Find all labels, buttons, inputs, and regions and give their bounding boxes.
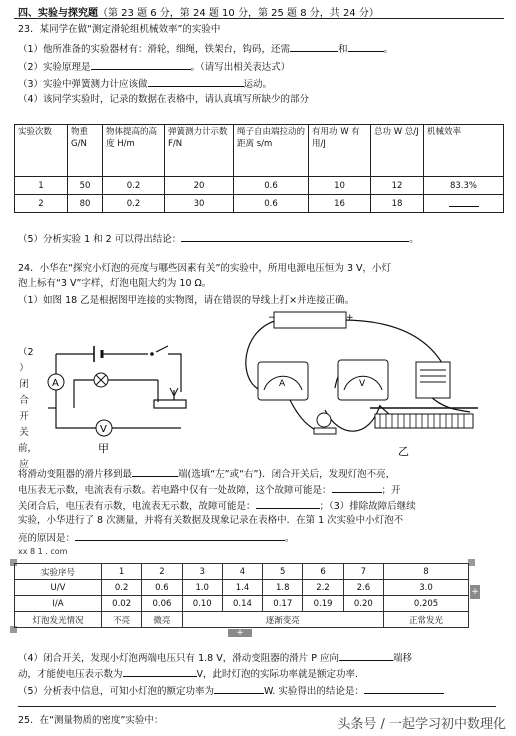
t1-efficiency-blank[interactable] bbox=[449, 196, 479, 207]
q24-vertical-text: （2 ）闭 合 开 关 前， 应 bbox=[18, 347, 38, 470]
q24-line-11: （5）分析表中信息，可知小灯泡的额定功率为 W. 实验得出的结论是： bbox=[18, 683, 444, 698]
q23-blank-4[interactable] bbox=[148, 76, 244, 87]
q24-line-10: 动，才能使电压表示数为 V，此时灯泡的实际功率就是额定功率. bbox=[18, 666, 358, 681]
q23-part1: （1）他所准备的实验器材有：滑轮，细绳，铁架台，钩码，还需 和 。 bbox=[18, 41, 393, 56]
add-column-handle[interactable]: + bbox=[471, 587, 479, 597]
q24-blank-8[interactable] bbox=[364, 683, 444, 694]
q24-blank-4[interactable] bbox=[75, 530, 285, 541]
q23-stem: 23．某同学在做“测定滑轮组机械效率”的实验中 bbox=[18, 24, 221, 35]
t1-header-cell: 实验次数 bbox=[15, 125, 68, 177]
q24-blank-6[interactable] bbox=[123, 666, 197, 677]
q24-blank-7[interactable] bbox=[214, 683, 264, 694]
table-row: 1 50 0.2 20 0.6 10 12 83.3% bbox=[15, 177, 504, 195]
q23-part2: （2）实验原理是 。（请写出相关表达式） bbox=[18, 59, 290, 74]
table-row: 2 80 0.2 30 0.6 16 18 bbox=[15, 195, 504, 213]
q23-blank-5[interactable] bbox=[181, 231, 409, 242]
q23-part4: （4）该同学实验时，记录的数据在表格中，请认真填写所缺少的部分 bbox=[18, 94, 310, 105]
q25-stem: 25．在“测量物质的密度”实验中： bbox=[18, 715, 164, 726]
t1-header-cell: 总功 W 总/J bbox=[371, 125, 424, 177]
q24-blank-1[interactable] bbox=[132, 466, 178, 477]
q24-line-9: （4）闭合开关，发现小灯泡两端电压只有 1.8 V，滑动变阻器的滑片 P 应向 端移 bbox=[18, 650, 412, 665]
battery-box bbox=[274, 312, 346, 328]
svg-text:+: + bbox=[346, 313, 354, 323]
q24-blank-2[interactable] bbox=[332, 482, 382, 493]
q24-blank-3[interactable] bbox=[256, 498, 320, 509]
q24-blank-5[interactable] bbox=[339, 650, 393, 661]
site-mark: xx 8 1 . com bbox=[18, 547, 68, 556]
table-row: U/V 0.2 0.6 1.0 1.4 1.8 2.2 2.6 3.0 bbox=[15, 580, 469, 596]
add-row-handle[interactable]: + bbox=[228, 629, 252, 637]
section-title: 四、实验与探究题 bbox=[18, 8, 98, 19]
table-row: 实验序号 1 2 3 4 5 6 7 8 bbox=[15, 564, 469, 580]
table-row: 灯泡发光情况 不亮 微亮 逐渐变亮 正常发光 bbox=[15, 612, 469, 628]
t1-header-cell: 物重 G/N bbox=[68, 125, 103, 177]
q23-blank-1[interactable] bbox=[290, 41, 338, 52]
svg-text:A: A bbox=[52, 378, 59, 389]
circuit-diagram-yi bbox=[230, 310, 490, 458]
q24-line-6: 关闭合后，电压表有示数，电流表无示数，故障可能是： ；（3）排除故障后继续 bbox=[18, 498, 416, 513]
switch-device bbox=[416, 362, 450, 398]
switch-pivot bbox=[150, 352, 154, 356]
svg-text:V: V bbox=[100, 424, 107, 435]
label-jia: 甲 bbox=[98, 442, 109, 455]
q24-line-3: （1）如图 18 乙是根据图甲连接的实物图，请在错误的导线上打×并连接正确。 bbox=[18, 295, 355, 306]
t1-header-cell: 弹簧测力计示数 F/N bbox=[165, 125, 234, 177]
resize-handle-tr[interactable] bbox=[468, 559, 475, 566]
bulb-device bbox=[317, 413, 331, 427]
svg-text:A: A bbox=[279, 379, 286, 389]
q24-line-4: 将滑动变阻器的滑片移到最 端(选填“左”或“右”)．闭合开关后，发现灯泡不亮， bbox=[18, 466, 395, 481]
q23-data-table bbox=[14, 124, 504, 213]
q24-data-table bbox=[14, 563, 469, 628]
q24-line-5: 电压表无示数，电流表有示数。若电路中仅有一处故障，这个故障可能是： ；开 bbox=[18, 482, 401, 497]
label-yi: 乙 bbox=[398, 445, 409, 458]
answer-line bbox=[18, 706, 496, 707]
section-header bbox=[18, 4, 379, 19]
t1-header-cell: 物体提高的高度 H/m bbox=[103, 125, 165, 177]
q23-part5: （5）分析实验 1 和 2 可以得出结论： 。 bbox=[18, 231, 419, 246]
q23-part3: （3）实验中弹簧测力计应该做 运动。 bbox=[18, 76, 272, 91]
table-row: I/A 0.02 0.06 0.10 0.14 0.17 0.19 0.20 0.205 bbox=[15, 596, 469, 612]
q24-line-1: 24．小华在“探究小灯泡的亮度与哪些因素有关”的实验中，所用电源电压恒为 3 V，小灯 bbox=[18, 263, 392, 274]
header-rule bbox=[14, 18, 504, 19]
t1-header-cell: 有用功 W 有用/J bbox=[309, 125, 371, 177]
q24-line-8: 亮的原因是： 。 bbox=[18, 530, 295, 545]
circuit-diagram-jia bbox=[36, 340, 196, 460]
q24-line-2: 泡上标有“3 V”字样，灯泡电阻大约为 10 Ω。 bbox=[18, 278, 212, 289]
q24-line-7: 实验，小华进行了 8 次测量，并将有关数据及现象记录在表格中．在第 1 次实验中小灯泡不 bbox=[18, 515, 404, 526]
watermark: 头条号 / 一起学习初中数理化 bbox=[337, 717, 506, 732]
svg-text:V: V bbox=[359, 379, 366, 389]
svg-text:−: − bbox=[268, 313, 276, 323]
t1-header-cell: 绳子自由端拉动的距离 s/m bbox=[234, 125, 309, 177]
q23-blank-2[interactable] bbox=[348, 41, 384, 52]
q23-blank-3[interactable] bbox=[91, 59, 191, 70]
section-note: （第 23 题 6 分，第 24 题 10 分，第 25 题 8 分，共 24 分） bbox=[98, 8, 379, 19]
t1-header-cell: 机械效率 bbox=[424, 125, 504, 177]
